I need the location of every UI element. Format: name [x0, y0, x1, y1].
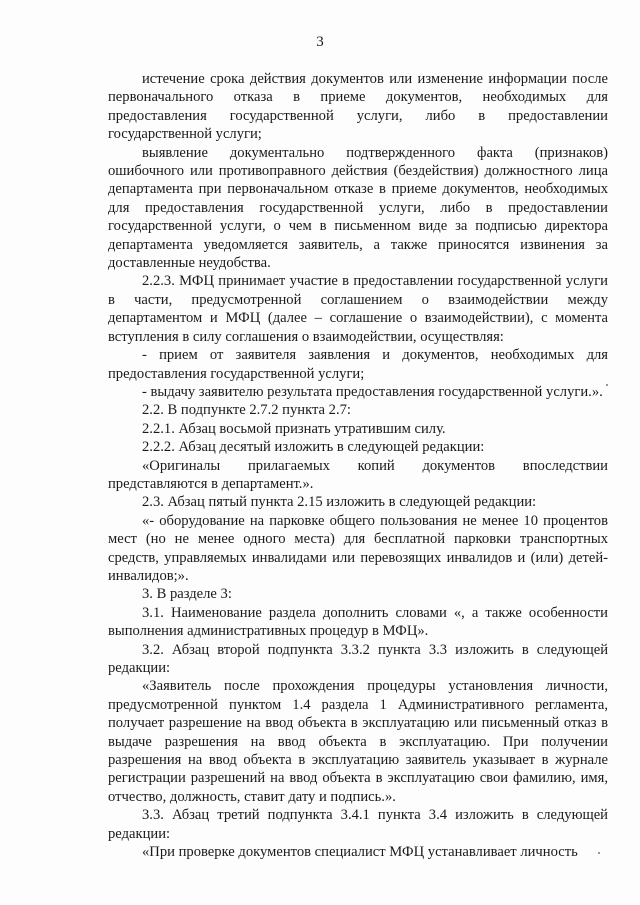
- paragraph: выявление документально подтвержденного факта (признаков) ошибочного или противоправного действия (бездействия) должностного лица департамента при первоначальном отказе в приеме документов, необходимых для предоставления государственной услуги, либо в предоставлении государственной услуги, о чем в письменном виде за подписью директора департамента уведомляется заявитель, а также приносятся извинения за доставленные неудобства.: [108, 144, 608, 272]
- paragraph: 3.1. Наименование раздела дополнить словами «, а также особенности выполнения административных процедур в МФЦ».: [108, 604, 608, 640]
- scan-speck: [606, 384, 608, 386]
- paragraph: истечение срока действия документов или изменение информации после первоначального отказа в приеме документов, необходимых для предоставления государственной услуги, либо в предоставлении государственной услуги;: [108, 71, 608, 143]
- paragraph: 2.3. Абзац пятый пункта 2.15 изложить в следующей редакции:: [142, 494, 537, 511]
- scan-speck: [598, 852, 600, 854]
- document-body: [108, 70, 608, 861]
- page-number: 3: [316, 34, 324, 50]
- paragraph: 3. В разделе 3:: [142, 586, 232, 603]
- paragraph: 3.3. Абзац третий подпункта 3.4.1 пункта 3.4 изложить в следующей редакции:: [108, 807, 608, 842]
- paragraph: 2.2. В подпункте 2.7.2 пункта 2.7:: [142, 402, 351, 419]
- paragraph: 2.2.3. МФЦ принимает участие в предоставлении государственной услуги в части, предусмотренной соглашением о взаимодействии между департаментом и МФЦ (далее – соглашение о взаимодействии), с момента вступления в силу соглашения о взаимодействии, осуществляя:: [108, 273, 608, 345]
- paragraph: «Заявитель после прохождения процедуры установления личности, предусмотренной пунктом 1.4 раздела 1 Административного регламента, получает разрешение на ввод объекта в эксплуатацию или письменный отказ в выдаче разрешения на ввод объекта в эксплуатацию. При получении разрешения на ввод объекта в эксплуатацию заявитель указывает в журнале регистрации разрешений на ввод объекта в эксплуатацию свои фамилию, имя, отчество, должность, ставит дату и подпись.».: [108, 678, 608, 805]
- paragraph: «- оборудование на парковке общего пользования не менее 10 процентов мест (но не менее одного места) для бесплатной парковки транспортных средств, управляемых инвалидами или перевозящих инвалидов и (или) детей-инвалидов;».: [108, 512, 608, 584]
- paragraph: - выдачу заявителю результата предоставления государственной услуги.».: [142, 383, 603, 400]
- paragraph: «Оригиналы прилагаемых копий документов впоследствии представляются в департамент.».: [108, 457, 608, 492]
- paragraph: «При проверке документов специалист МФЦ устанавливает личность: [142, 844, 578, 861]
- paragraph: 2.2.2. Абзац десятый изложить в следующей редакции:: [142, 439, 485, 456]
- paragraph: 3.2. Абзац второй подпункта 3.3.2 пункта 3.3 изложить в следующей редакции:: [108, 641, 608, 676]
- paragraph: 2.2.1. Абзац восьмой признать утратившим силу.: [142, 420, 446, 437]
- paragraph: - прием от заявителя заявления и документов, необходимых для предоставления государственной услуги;: [108, 347, 608, 382]
